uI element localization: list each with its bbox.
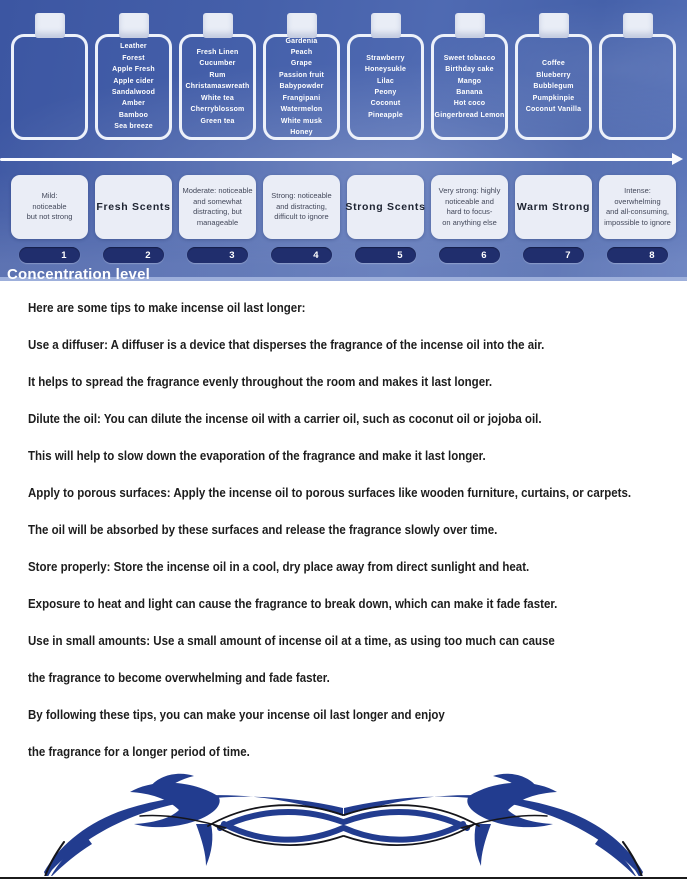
level-text-line: and somewhat <box>193 196 242 206</box>
scent-name: Forest <box>122 54 145 62</box>
level-number: 2 <box>145 249 151 261</box>
levels-row <box>0 175 687 239</box>
bottle-cap-icon <box>539 13 569 38</box>
bottle-cap-icon <box>371 13 401 38</box>
scent-bottle-5 <box>347 13 424 140</box>
scent-name: White musk <box>280 117 323 125</box>
scent-name: Green tea <box>200 117 235 125</box>
level-text-line: Strong Scents <box>345 200 426 213</box>
scent-name: Honeysukle <box>364 66 407 74</box>
tribal-flourish <box>0 766 687 876</box>
tip-line: Use in small amounts: Use a small amount of incense oil at a time, as using too much can cause <box>28 633 555 648</box>
scent-name: Amber <box>121 100 146 108</box>
scent-name: Babypowder <box>279 83 324 91</box>
scent-name: Coconut Vanilla <box>525 106 582 114</box>
level-text-line: manageable <box>196 217 239 227</box>
tip-line: Apply to porous surfaces: Apply the incense oil to porous surfaces like wooden furniture, curtains, or carpets. <box>28 485 632 500</box>
bottle-body <box>515 34 592 140</box>
bottle-body <box>95 34 172 140</box>
level-number-pill-1 <box>19 247 79 263</box>
level-number-cell <box>515 247 592 263</box>
scent-bottle-8 <box>599 13 676 140</box>
bottle-cap-icon <box>623 13 653 38</box>
tip-line: It helps to spread the fragrance evenly throughout the room and makes it last longer. <box>28 374 493 389</box>
level-description-box-8 <box>599 175 676 239</box>
level-text-line: difficult to ignore <box>274 212 329 222</box>
level-text-line: noticeable <box>32 201 67 211</box>
level-number-pill-3 <box>187 247 247 263</box>
scent-name: Gardenia <box>285 37 318 45</box>
scent-name: Sweet tobacco <box>443 54 496 62</box>
bottle-cap-icon <box>287 13 317 38</box>
level-text-line: but not strong <box>26 212 73 222</box>
level-description-box-1 <box>11 175 88 239</box>
level-number: 4 <box>313 249 319 261</box>
tip-line: the fragrance to become overwhelming and fade faster. <box>28 670 330 685</box>
scent-name: Coconut <box>370 100 401 108</box>
level-text-line: Mild: <box>41 191 58 201</box>
scent-name: Apple Fresh <box>112 66 155 74</box>
scent-name: Apple cider <box>113 77 154 85</box>
scent-name: Pineapple <box>368 111 403 119</box>
level-number-cell <box>179 247 256 263</box>
level-number-pill-6 <box>439 247 499 263</box>
level-text-line: overwhelming <box>614 196 661 206</box>
scent-name: Strawberry <box>366 54 405 62</box>
scent-name: Watermelon <box>280 106 323 114</box>
tip-line: Here are some tips to make incense oil last longer: <box>28 300 306 315</box>
level-number-pill-7 <box>523 247 583 263</box>
scent-name: Gingerbread Lemon <box>434 111 505 119</box>
scent-name: Cherryblossom <box>190 106 245 114</box>
bottle-body <box>599 34 676 140</box>
level-number-cell <box>263 247 340 263</box>
level-number-cell <box>599 247 676 263</box>
level-number-pill-5 <box>355 247 415 263</box>
arrow-line <box>0 158 673 161</box>
level-number: 3 <box>229 249 235 261</box>
scent-name: Coffee <box>542 60 565 68</box>
level-text-line: Warm Strong <box>516 200 591 213</box>
bottle-body <box>179 34 256 140</box>
bottles-row <box>0 13 687 140</box>
scent-name: Fresh Linen <box>196 49 239 57</box>
level-number-cell <box>95 247 172 263</box>
level-text-line: impossible to ignore <box>604 217 671 227</box>
scent-name: Peony <box>374 89 397 96</box>
bottle-cap-icon <box>35 13 65 38</box>
scent-name: Sandalwood <box>111 89 156 96</box>
scent-name: Passion fruit <box>279 71 324 79</box>
level-number: 7 <box>565 249 571 261</box>
tip-line: Exposure to heat and light can cause the fragrance to break down, which can make it fade faster. <box>28 596 558 611</box>
level-description-box-6 <box>431 175 508 239</box>
level-text-line: Strong: noticeable <box>271 191 332 201</box>
level-text-line: Fresh Scents <box>96 200 171 213</box>
scent-name: Honey <box>290 128 313 136</box>
scent-name: Bubblegum <box>533 83 574 91</box>
arrow-right-icon <box>672 153 683 165</box>
scent-name: Blueberry <box>536 71 571 79</box>
concentration-arrow <box>0 153 683 165</box>
scent-name: Lilac <box>377 77 394 85</box>
level-text-line: on anything else <box>442 217 497 227</box>
level-number: 8 <box>649 249 655 261</box>
bottle-cap-icon <box>203 13 233 38</box>
level-text-line: and distracting, <box>276 201 327 211</box>
level-text-line: and all-consuming, <box>606 207 669 216</box>
scent-bottle-2 <box>95 13 172 140</box>
level-numbers-row <box>0 247 687 263</box>
level-text-line: Intense: <box>624 186 651 195</box>
level-number-cell <box>347 247 424 263</box>
level-text-line: distracting, but <box>193 207 242 216</box>
level-description-box-4 <box>263 175 340 239</box>
scent-name: Hot coco <box>453 100 486 108</box>
bottle-cap-icon <box>455 13 485 38</box>
tip-line: Dilute the oil: You can dilute the incense oil with a carrier oil, such as coconut oil or jojoba oil. <box>28 411 542 426</box>
tip-line: Use a diffuser: A diffuser is a device that disperses the fragrance of the incense oil into the air. <box>28 337 545 352</box>
level-number-pill-2 <box>103 247 163 263</box>
tip-line: By following these tips, you can make your incense oil last longer and enjoy <box>28 707 445 722</box>
bottle-body <box>347 34 424 140</box>
level-number: 5 <box>397 249 403 261</box>
scent-bottle-3 <box>179 13 256 140</box>
scent-name: Sea breeze <box>114 123 153 131</box>
level-text-line: Moderate: noticeable <box>182 186 253 195</box>
level-description-box-7 <box>515 175 592 239</box>
scent-name: Peach <box>290 49 313 57</box>
scent-name: Birthday cake <box>445 66 494 74</box>
level-description-box-3 <box>179 175 256 239</box>
bottle-body <box>263 34 340 140</box>
level-number-pill-8 <box>607 247 667 263</box>
scent-name: Leather <box>120 43 147 51</box>
tip-line: This will help to slow down the evaporation of the fragrance and make it last longer. <box>28 448 486 463</box>
scent-name: Pumpkinpie <box>532 94 575 102</box>
level-text-line: noticeable and <box>445 196 494 206</box>
level-number: 6 <box>481 249 487 261</box>
scent-name: Bamboo <box>118 111 149 119</box>
scent-bottle-4 <box>263 13 340 140</box>
scent-bottle-7 <box>515 13 592 140</box>
tribal-flourish-graphic <box>0 766 687 876</box>
level-number-pill-4 <box>271 247 331 263</box>
level-description-box-2 <box>95 175 172 239</box>
scent-name: Rum <box>209 71 226 79</box>
level-number-cell <box>11 247 88 263</box>
bottle-body <box>11 34 88 140</box>
scent-name: White tea <box>201 94 234 102</box>
bottle-body <box>431 34 508 140</box>
scent-bottle-1 <box>11 13 88 140</box>
bottle-cap-icon <box>119 13 149 38</box>
scent-concentration-chart <box>0 0 687 283</box>
level-text-line: Very strong: highly <box>438 186 501 195</box>
scent-name: Christamaswreath <box>185 83 250 91</box>
tip-line: The oil will be absorbed by these surfaces and release the fragrance slowly over time. <box>28 522 498 537</box>
scent-name: Frangipani <box>282 94 321 102</box>
level-number: 1 <box>61 249 67 261</box>
scent-name: Cucumber <box>199 60 236 68</box>
level-text-line: hard to focus- <box>446 207 493 216</box>
scent-name: Grape <box>290 60 313 68</box>
tip-line: Store properly: Store the incense oil in a cool, dry place away from direct sunlight and heat. <box>28 559 530 574</box>
concentration-level-label: Concentration level <box>7 266 150 283</box>
level-description-box-5 <box>347 175 424 239</box>
scent-name: Banana <box>456 89 483 96</box>
scent-name: Mango <box>457 77 482 85</box>
tip-line: the fragrance for a longer period of time. <box>28 744 250 759</box>
tips-section <box>0 281 687 759</box>
scent-bottle-6 <box>431 13 508 140</box>
level-number-cell <box>431 247 508 263</box>
